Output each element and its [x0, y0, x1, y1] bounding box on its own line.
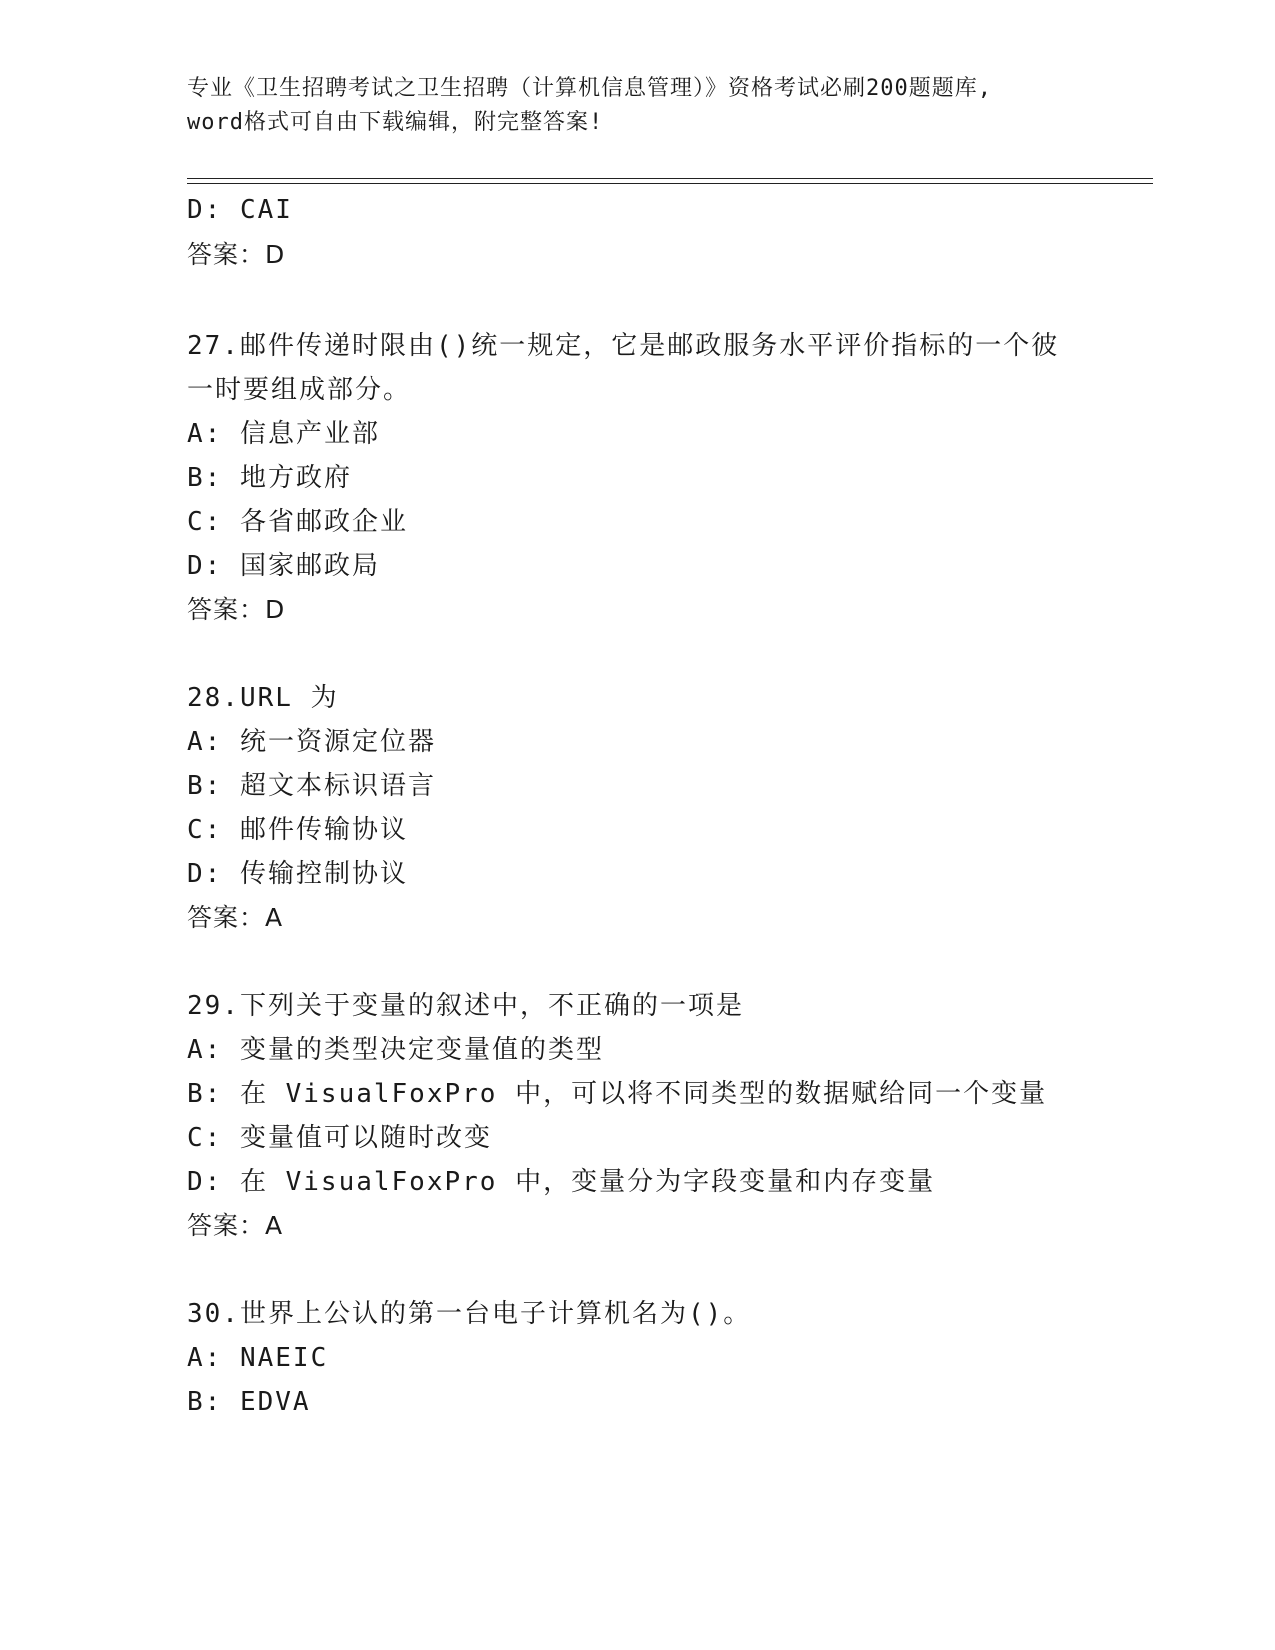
q27-stem-line-1: 27.邮件传递时限由()统一规定，它是邮政服务水平评价指标的一个彼	[187, 331, 1060, 361]
q30-option-a: A: NAEIC	[187, 1343, 329, 1373]
q29-option-a: A: 变量的类型决定变量值的类型	[187, 1035, 604, 1065]
q29-option-c: C: 变量值可以随时改变	[187, 1123, 492, 1153]
q28-stem: 28.URL 为	[187, 683, 339, 713]
q27-option-a: A: 信息产业部	[187, 419, 380, 449]
header-line-1: 专业《卫生招聘考试之卫生招聘（计算机信息管理）》资格考试必刷200题题库,	[187, 76, 992, 101]
q27-option-b: B: 地方政府	[187, 463, 352, 493]
q29-option-d: D: 在 VisualFoxPro 中，变量分为字段变量和内存变量	[187, 1167, 936, 1197]
q28-option-b: B: 超文本标识语言	[187, 771, 436, 801]
q28-answer: 答案：A	[187, 903, 284, 932]
q28-option-a: A: 统一资源定位器	[187, 727, 436, 757]
q29-option-b: B: 在 VisualFoxPro 中，可以将不同类型的数据赋给同一个变量	[187, 1079, 1048, 1109]
q30-option-b: B: EDVA	[187, 1387, 311, 1417]
header-divider-bottom	[187, 183, 1153, 184]
q29-answer: 答案：A	[187, 1211, 284, 1240]
header-line-2: word格式可自由下载编辑，附完整答案!	[187, 110, 604, 135]
q27-option-c: C: 各省邮政企业	[187, 507, 408, 537]
document-header	[187, 72, 1087, 140]
header-divider-top	[187, 178, 1153, 179]
q26-option-d: D: CAI	[187, 195, 293, 225]
q27-option-d: D: 国家邮政局	[187, 551, 380, 581]
q30-stem: 30.世界上公认的第一台电子计算机名为()。	[187, 1299, 752, 1329]
q26-answer: 答案：D	[187, 240, 286, 269]
q27-answer: 答案：D	[187, 595, 286, 624]
q27-stem-line-2: 一时要组成部分。	[187, 375, 412, 405]
q28-option-c: C: 邮件传输协议	[187, 815, 408, 845]
q29-stem: 29.下列关于变量的叙述中，不正确的一项是	[187, 991, 744, 1021]
q28-option-d: D: 传输控制协议	[187, 859, 408, 889]
